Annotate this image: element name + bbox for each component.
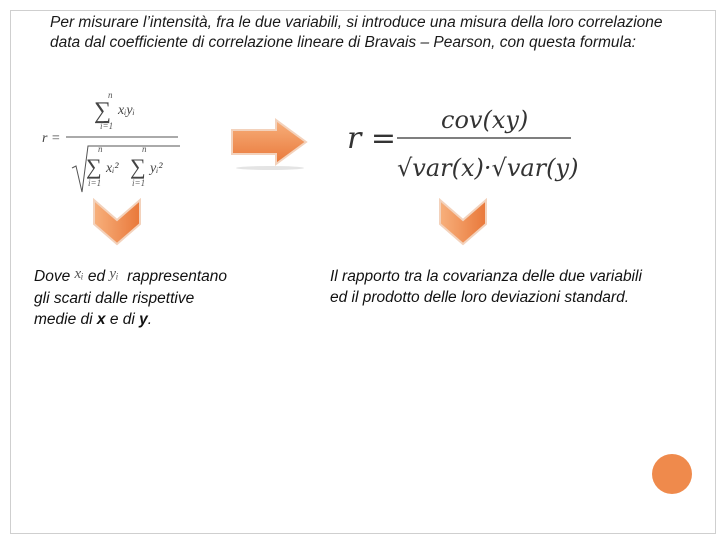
symbol-x-i: xᵢ: [74, 266, 84, 282]
left-explanation: [34, 266, 294, 330]
den-term-x: xᵢ²: [106, 161, 119, 176]
formula-left-lhs: r =: [42, 131, 61, 146]
formula-right-lhs: r =: [347, 121, 397, 156]
intro-text: Per misurare l’intensità, fra le due variabili, si introduce una misura della loro correlazione data dal coefficiente di correlazione lineare di Bravais – Pearson, con questa formula:: [50, 14, 663, 51]
num-sum-upper: n: [108, 90, 113, 100]
formula-left: [40, 88, 190, 198]
left-line-2: gli scarti dalle rispettive: [34, 290, 195, 307]
bold-y: y: [139, 311, 148, 328]
num-sum-term: xᵢyᵢ: [118, 103, 135, 118]
pearson-sum-formula: [40, 88, 190, 198]
word-rappresentano: rappresentano: [127, 268, 228, 285]
den-sum2-symbol: ∑: [130, 154, 146, 179]
num-sum-lower: i=1: [100, 121, 114, 131]
den-sum2-upper: n: [142, 144, 147, 154]
arrow-down-icon: [438, 198, 488, 251]
den-sum2-lower: i=1: [132, 178, 146, 188]
left-line-3-mid: e di: [105, 311, 140, 328]
word-dove: Dove: [34, 268, 71, 285]
bold-x: x: [96, 311, 106, 328]
circle-decoration: [652, 454, 692, 494]
den-term-y: yᵢ²: [150, 161, 163, 176]
left-line-3-end: .: [147, 311, 153, 328]
word-ed: ed: [87, 268, 106, 285]
formula-right-numerator: cov(xy): [441, 106, 529, 134]
pearson-cov-formula: [345, 100, 585, 190]
num-sum-symbol: ∑: [94, 98, 112, 124]
symbol-y-i: yᵢ: [109, 266, 119, 282]
den-sum1-symbol: ∑: [86, 154, 102, 179]
arrow-right-icon: [230, 118, 310, 175]
formula-right: [345, 100, 585, 190]
right-explanation: Il rapporto tra la covarianza delle due variabili ed il prodotto delle loro deviazioni standard.: [330, 268, 642, 306]
den-sum1-lower: i=1: [88, 178, 102, 188]
arrow-down-icon: [92, 198, 142, 251]
den-sum1-upper: n: [98, 144, 103, 154]
formula-right-denominator: √var(x)·√var(y): [397, 154, 579, 182]
left-line-3-pre: medie di: [34, 311, 97, 328]
